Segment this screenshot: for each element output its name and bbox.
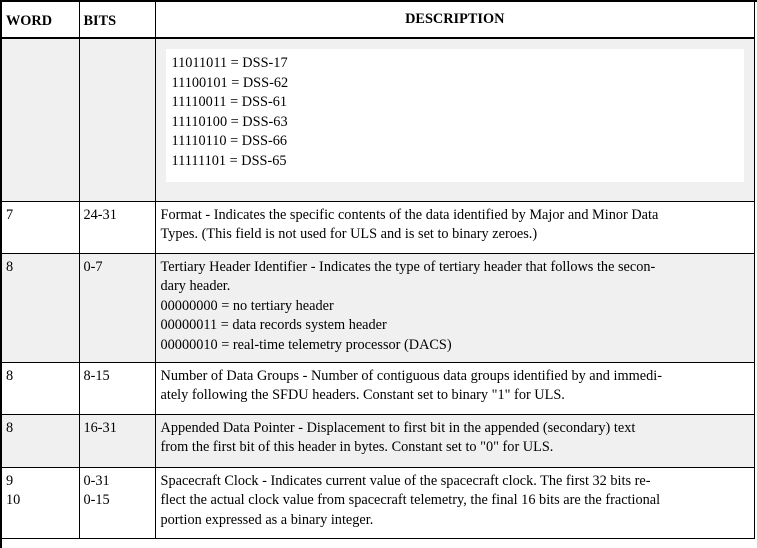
cell-description: Format - Indicates the specific contents of the data identified by Major and Minor Data Types. (This field is not used for ULS and is set to binary zeroes.) <box>155 201 755 253</box>
cell-description: Number of Data Groups - Number of contiguous data groups identified by and immedi- ately following the SFDU headers. Constant set to binary "1" for ULS. <box>155 362 755 414</box>
station-code: 11111101 = DSS-65 <box>171 152 287 169</box>
table-row <box>2 467 755 538</box>
cell-word <box>2 38 79 201</box>
cell-bits <box>79 38 155 201</box>
cell-word: 8 <box>2 362 79 414</box>
table-row <box>2 362 755 414</box>
station-code-list <box>166 49 745 182</box>
header-row <box>2 2 755 38</box>
cell-word: 8 <box>2 253 79 362</box>
station-code: 11011011 = DSS-17 <box>171 55 288 71</box>
cell-description: Tertiary Header Identifier - Indicates the type of tertiary header that follows the secon- dary header. 00000000 = no tertiary header 00000011 = data records system header 00000010 = real-time telemetry processor (DACS) <box>155 253 755 362</box>
cell-bits: 24-31 <box>79 201 155 253</box>
station-code: 11100101 = DSS-62 <box>171 74 289 91</box>
table-row <box>2 201 755 253</box>
table-row <box>2 253 755 362</box>
header-description: DESCRIPTION <box>155 2 755 38</box>
cell-description: Spacecraft Clock - Indicates current value of the spacecraft clock. The first 32 bits re- flect the actual clock value from spacecraft telemetry, the final 16 bits are the fractional portion expressed as a binary integer. <box>155 467 755 538</box>
header-word: WORD <box>2 2 79 38</box>
cell-bits: 8-15 <box>79 362 155 414</box>
station-code: 11110011 = DSS-61 <box>171 94 288 110</box>
cell-word: 7 <box>2 201 79 253</box>
header-bits: BITS <box>79 2 155 38</box>
cell-description: Appended Data Pointer - Displacement to first bit in the appended (secondary) text from the first bit of this header in bytes. Constant set to "0" for ULS. <box>155 414 755 467</box>
table-row-station-codes <box>2 38 755 201</box>
cell-word: 9 10 <box>2 467 79 538</box>
station-code: 11110110 = DSS-66 <box>171 133 288 149</box>
sfdu-header-table <box>2 2 755 539</box>
cell-word: 8 <box>2 414 79 467</box>
cell-bits: 16-31 <box>79 414 155 467</box>
table-row <box>2 414 755 467</box>
station-code: 11110100 = DSS-63 <box>171 113 288 130</box>
cell-description <box>155 38 755 201</box>
cell-bits: 0-31 0-15 <box>79 467 155 538</box>
cell-bits: 0-7 <box>79 253 155 362</box>
